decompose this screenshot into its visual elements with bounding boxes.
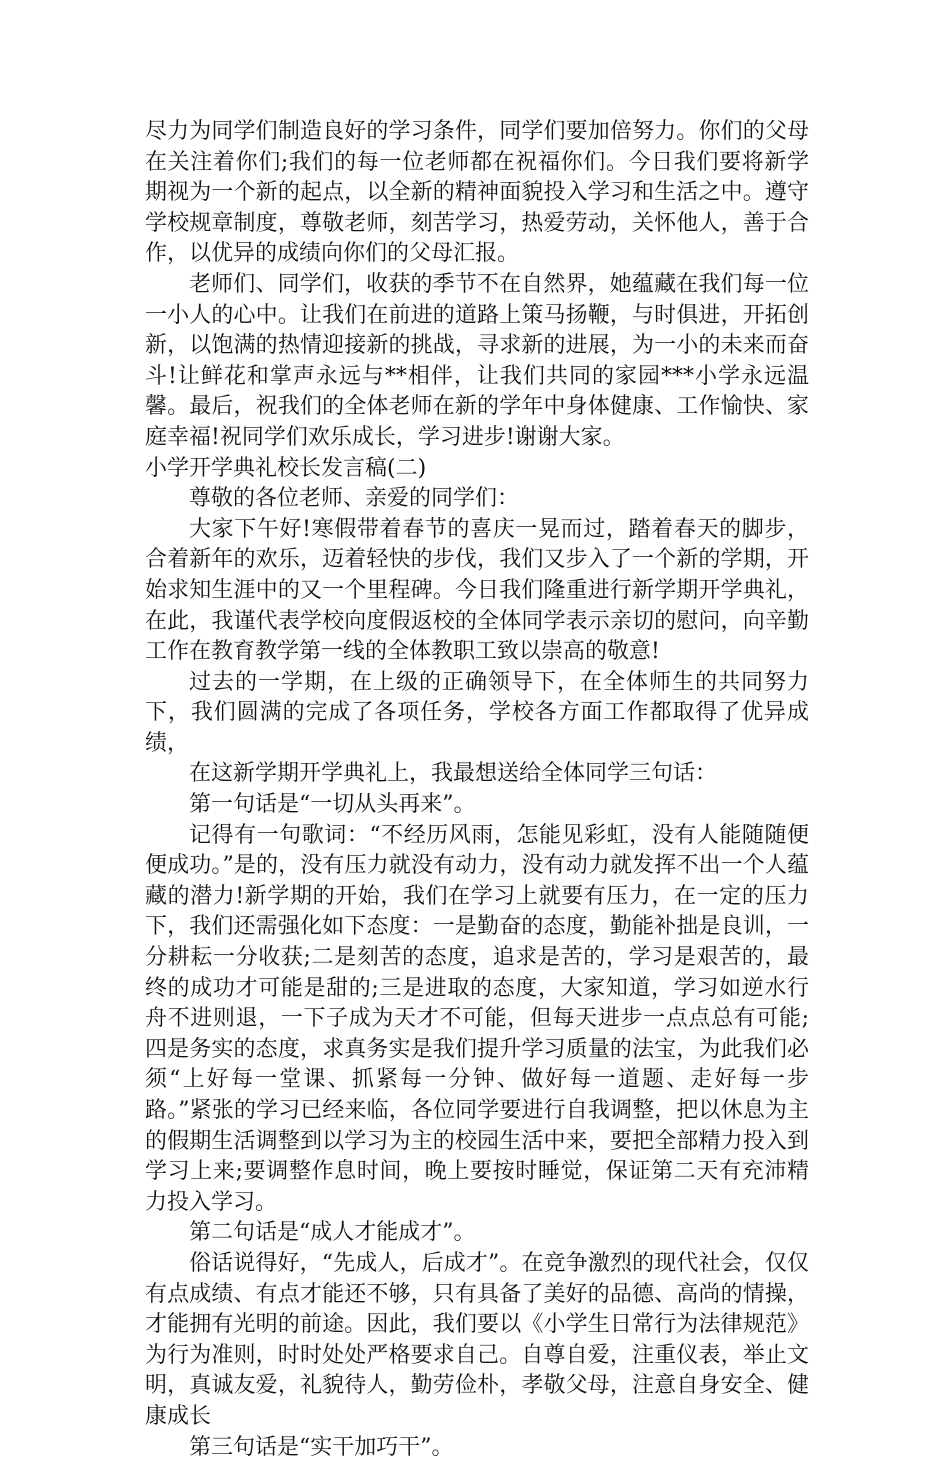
paragraph-first-sentence: 第一句话是“一切从头再来”。 [189, 792, 476, 818]
paragraph-greeting: 大家下午好!寒假带着春节的喜庆一晃而过，踏着春天的脚步，合着新年的欢乐，迈着轻快的步伐，我们又步入了一个新的学期，开始求知生涯中的又一个里程碑。今日我们隆重进行新学期开学典礼，在此，我谨代表学校向度假返校的全体同学表示亲切的慰问，向辛勤工作在教育教学第一线的全体教职工致以崇高的敬意! [145, 516, 809, 665]
paragraph-salutation: 尊敬的各位老师、亲爱的同学们： [189, 486, 520, 512]
document-body [145, 117, 809, 1463]
paragraph-closing-remarks: 老师们、同学们，收获的季节不在自然界，她蕴藏在我们每一位一小人的心中。让我们在前进的道路上策马扬鞭，与时俱进，开拓创新，以饱满的热情迎接新的挑战，寻求新的进展，为一小的未来而奋斗!让鲜花和掌声永远与**相伴，让我们共同的家园***小学永远温馨。最后，祝我们的全体老师在新的学年中身体健康、工作愉快、家庭幸福!祝同学们欢乐成长，学习进步!谢谢大家。 [145, 271, 809, 450]
paragraph-three-sentences-intro: 在这新学期开学典礼上，我最想送给全体同学三句话： [189, 761, 718, 787]
paragraph-first-sentence-detail: 记得有一句歌词：“不经历风雨，怎能见彩虹，没有人能随随便便成功。”是的，没有压力就没有动力，没有动力就发挥不出一个人蕴藏的潜力!新学期的开始，我们在学习上就要有压力，在一定的压力下，我们还需强化如下态度：一是勤奋的态度，勤能补拙是良训，一分耕耘一分收获;二是刻苦的态度，追求是苦的，学习是艰苦的，最终的成功才可能是甜的;三是进取的态度，大家知道，学习如逆水行舟不进则退，一下子成为天才不可能，但每天进步一点点总有可能;四是务实的态度，求真务实是我们提升学习质量的法宝，为此我们必须“上好每一堂课、抓紧每一分钟、做好每一道题、走好每一步路。”紧张的学习已经来临，各位同学要进行自我调整，把以休息为主的假期生活调整到以学习为主的校园生活中来，要把全部精力投入到学习上来;要调整作息时间，晚上要按时睡觉，保证第二天有充沛精力投入学习。 [145, 822, 809, 1215]
paragraph-continued: 尽力为同学们制造良好的学习条件，同学们要加倍努力。你们的父母在关注着你们;我们的每一位老师都在祝福你们。今日我们要将新学期视为一个新的起点，以全新的精神面貌投入学习和生活之中。遵守学校规章制度，尊敬老师，刻苦学习，热爱劳动，关怀他人，善于合作，以优异的成绩向你们的父母汇报。 [145, 119, 809, 267]
paragraph-past-semester: 过去的一学期，在上级的正确领导下，在全体师生的共同努力下，我们圆满的完成了各项任务，学校各方面工作都取得了优异成绩， [145, 669, 809, 756]
section-heading: 小学开学典礼校长发言稿(二) [145, 455, 427, 481]
paragraph-second-sentence-detail: 俗话说得好，“先成人，后成才”。在竞争激烈的现代社会，仅仅有点成绩、有点才能还不够，只有具备了美好的品德、高尚的情操，才能拥有光明的前途。因此，我们要以《小学生日常行为法律规范》为行为准则，时时处处严格要求自己。自尊自爱，注重仪表，举止文明，真诚友爱，礼貌待人，勤劳俭朴，孝敬父母，注意自身安全、健康成长 [145, 1250, 809, 1429]
paragraph-second-sentence: 第二句话是“成人才能成才”。 [189, 1220, 476, 1246]
paragraph-third-sentence: 第三句话是“实干加巧干”。 [189, 1434, 454, 1460]
